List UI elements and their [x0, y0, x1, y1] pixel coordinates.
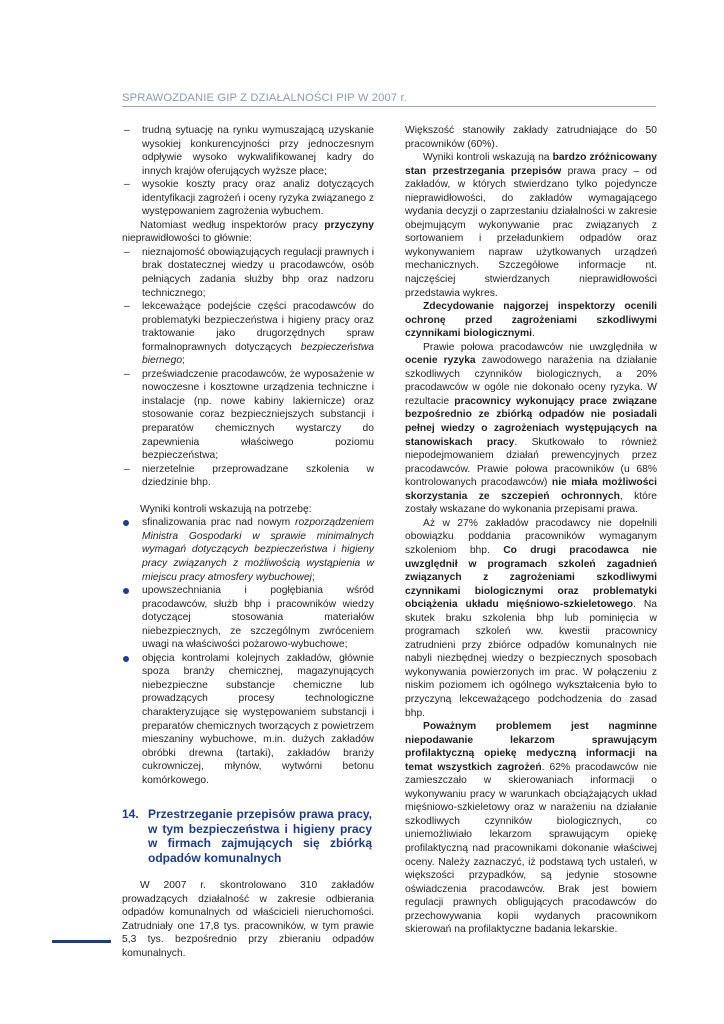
list-item: [122, 124, 374, 178]
list-item: sfinalizowania prac nad nowym rozporządzeniem Ministra Gospodarki w sprawie minimalnych wymagań dotyczących bezpieczeństwa i higieny pracy związanych z możliwością wystąpienia w miejscu pracy atmosfery wybuchowej;: [122, 516, 374, 584]
list-item-text: trudną sytuację na rynku wymuszającą uzyskanie wysokiej konkurencyjności przy jednoczesnym odpływie wysoko wykwalifikowanej kadry do innych krajów oferujących wyższe płace;: [142, 125, 374, 177]
dash-marker: –: [124, 246, 130, 258]
paragraph: Większość stanowiły zakłady zatrudniające do 50 pracowników (60%).: [405, 125, 657, 150]
left-column: [122, 124, 374, 961]
section-number: 14.: [122, 807, 139, 822]
right-column: [405, 124, 657, 937]
paragraph: Prawie połowa pracodawców nie uwzględniła w ocenie ryzyka zawodowego narażenia na działanie szkodliwych czynników biologicznych, a 20% pracodawców w ogóle nie dokonało oceny ryzyka. W rezultacie pracownicy wykonujący prace związane bezpośrednio ze zbiórką odpadów nie posiadali pełnej wiedzy o zagrożeniach występujących na stanowiskach pracy. Skutkowało to również niepodejmowaniem działań prewencyjnych przez pracodawców. Prawie połowa pracowników (u 68% kontrolowanych pracodawców) nie miała możliwości skorzystania ze szczepień ochronnych, które zostały wskazane do wykonania przepisami prawa.: [405, 341, 658, 516]
list-item-text: nieznajomość obowiązujących regulacji prawnych i brak dostatecznej wiedzy u pracodawców, osób pełniących zadania służby bhp oraz nadzoru technicznego;: [142, 246, 374, 299]
paragraph: Aż w 27% zakładów pracodawcy nie dopełnili obowiązku poddania pracowników wymaganym szkoleniom bhp. Co drugi pracodawca nie uwzględnił w programach szkoleń zagadnień związanych z zagrożeniami szkodliwymi czynnikami biologicznymi oraz problematyki obciążenia układu mięśniowo-szkieletowego. Na skutek braku szkolenia bhp lub pominięcia w programach szkoleń ww. kwestii pracownicy zatrudnieni przy zbiórce odpadów komunalnych nie nabyli niezbędnej wiedzy o bezpiecznych sposobach wykonywania powierzonych im prac. W połączeniu z niskim poziomem ich ogólnego wykształcenia było to przyczyną lekceważącego podchodzenia do zasad bhp.: [405, 517, 657, 719]
paragraph: Wyniki kontroli wskazują na bardzo zróżnicowany stan przestrzegania przepisów prawa pracy – od zakładów, w których stwierdzano tylko pojedyncze nieprawidłowości, do zakładów wymagającego wydania decyzji o zaprzestaniu działalności w zakresie obejmującym wykonywanie prac związanych z sortowaniem i przeładunkiem odpadów oraz wykonywaniem napraw użytkowanych urządzeń mechanicznych. Szczegółowe informacje nt. najczęściej stwierdzanych nieprawidłowości przedstawia wykres.: [405, 152, 657, 299]
dash-marker: –: [124, 368, 130, 380]
dash-marker: –: [124, 179, 130, 191]
list-item-text: przeświadczenie pracodawców, że wyposażenie w nowoczesne i kosztowne urządzenia techniczne i instalacje (np. nowe kabiny lakiernicze) oraz stosowanie coraz bezpieczniejszych substancji i preparatów chemicznych wystarczy do zapewnienia właściwego poziomu bezpieczeństwa;: [142, 368, 374, 462]
running-header: SPRAWOZDANIE GIP Z DZIAŁALNOŚCI PIP W 2007 r.: [122, 92, 408, 104]
list-item-text: wysokie koszty pracy oraz analiz dotyczących identyfikacji zagrożeń i oceny ryzyka związanego z występowaniem zagrożenia wybuchem.: [142, 179, 374, 218]
bullet-icon: [123, 656, 129, 662]
bullet-list: [122, 516, 374, 787]
paragraph: Natomiast według inspektorów pracy przyczyny nieprawidłowości to głównie:: [122, 219, 374, 245]
paragraph: Wyniki kontroli wskazują na potrzebę:: [140, 503, 312, 515]
dash-list-1: [122, 124, 374, 219]
list-item: [122, 178, 374, 219]
bullet-icon: [123, 520, 129, 526]
list-item: [122, 463, 374, 490]
list-item-text: lekceważące podejście części pracodawców do problematyki bezpieczeństwa i higieny pracy oraz traktowanie jako drugorzędnych spraw formalnoprawnych dotyczących: [142, 301, 374, 353]
dash-marker: –: [124, 301, 130, 313]
footer-accent-bar: [52, 940, 111, 943]
header-divider: [122, 106, 656, 107]
dash-marker: –: [124, 463, 130, 475]
dash-marker: –: [124, 125, 130, 136]
paragraph: Poważnym problemem jest nagminne niepodawanie lekarzom sprawującym profilaktyczną opiekę medyczną informacji na temat wszystkich zagrożeń. 62% pracodawców nie zamieszczało w skierowaniach informacji o wykonywaniu pracy w warunkach obciążających układ mięśniowo-szkieletowy oraz w narażeniu na działanie szkodliwych czynników biologicznych, co uniemożliwiało lekarzom sprawującym opiekę profilaktyczną nad pracownikami dokonanie właściwej oceny. Należy zaznaczyć, iż podstawą tych ustaleń, w większości przypadków, są jedynie stosowne oświadczenia pracodawców. Brak jest bowiem regulacji prawnych obligujących pracodawców do przechowywania kopii wydanych pracownikom skierowań na profilaktyczne badania lekarskie.: [405, 721, 657, 936]
section-heading: [122, 807, 374, 865]
list-item: – lekceważące podejście części pracodawców do problematyki bezpieczeństwa i higieny pracy oraz traktowanie jako drugorzędnych spraw formalnoprawnych dotyczących bezpieczeństwa biernego;: [124, 301, 374, 367]
list-item: [122, 246, 374, 300]
paragraph: Zdecydowanie najgorzej inspektorzy ocenili ochronę przed zagrożeniami szkodliwymi czynnikami biologicznymi.: [405, 301, 657, 340]
paragraph: W 2007 r. skontrolowano 310 zakładów prowadzących działalność w zakresie odbierania odpadów komunalnych od właścicieli nieruchomości. Zatrudniały one 17,8 tys. pracowników, w tym prawie 5,3 tys. bezpośrednio przy zbieraniu odpadów komunalnych.: [122, 880, 374, 959]
list-item: upowszechniania i pogłębiania wśród pracodawców, służb bhp i pracowników wiedzy dotyczącej stosowania materiałów niebezpiecznych, ze szczególnym zwróceniem uwagi na właściwości pożarowo-wybuchowe;: [122, 584, 374, 652]
list-item: [122, 368, 374, 463]
list-item-text: nierzetelnie przeprowadzane szkolenia w dziedzinie bhp.: [142, 463, 374, 489]
list-item: objęcia kontrolami kolejnych zakładów, głównie spoza branży chemicznej, magazynujących niebezpieczne substancje chemiczne lub prowadzących procesy technologiczne charakteryzujące się występowaniem substancji i preparatów chemicznych tworzących z powietrzem mieszaniny wybuchowe, m.in. dużych zakładów obróbki drewna (tartaki), zakładów branży cukrowniczej, młynów, wytwórni betonu komórkowego.: [122, 652, 374, 787]
section-title: Przestrzeganie przepisów prawa pracy, w tym bezpieczeństwa i higieny pracy w firmach zajmujących się zbiórką odpadów komunalnych: [148, 807, 372, 865]
bullet-icon: [123, 588, 129, 594]
dash-list-2: [122, 246, 374, 490]
